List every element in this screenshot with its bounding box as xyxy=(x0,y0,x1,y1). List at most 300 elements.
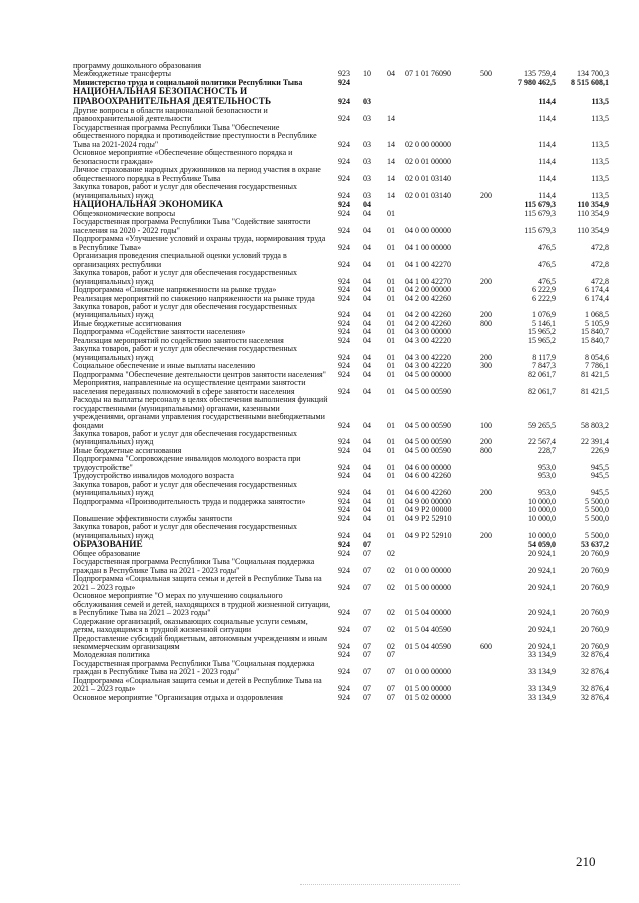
grbs-code-cell: 924 xyxy=(338,242,350,252)
row-name-cell: Трудоустройство инвалидов молодого возраста xyxy=(73,471,234,481)
row-name-cell: Реализация мероприятий по снижению напряженности на рынке труда xyxy=(73,293,315,303)
section-code-cell: 04 xyxy=(363,293,371,303)
grbs-code-cell: 924 xyxy=(338,156,350,166)
target-article-cell: 04 2 00 00000 xyxy=(405,285,451,295)
target-article-cell: 04 5 00 00590 xyxy=(405,420,451,430)
section-code-cell: 03 xyxy=(363,173,371,183)
amount-year2-cell: 113,5 xyxy=(591,190,609,200)
target-article-cell: 04 1 00 00000 xyxy=(405,242,451,252)
section-code-cell: 04 xyxy=(363,369,371,379)
expense-type-cell xyxy=(471,550,501,558)
target-article-cell: 01 5 00 00000 xyxy=(405,684,451,694)
expense-type-cell xyxy=(471,677,501,694)
row-name-cell: Социальное обеспечение и иные выплаты населению xyxy=(73,361,256,371)
amount-year1-cell: 10 000,0 xyxy=(528,530,556,540)
amount-year1-cell: 54 059,0 xyxy=(528,540,556,550)
target-article-cell: 04 2 00 42260 xyxy=(405,293,451,303)
expense-type-cell xyxy=(471,235,501,252)
grbs-code-cell: 924 xyxy=(338,692,350,702)
expense-type-cell xyxy=(471,124,501,149)
table-row xyxy=(73,269,609,286)
expense-type-cell xyxy=(471,337,501,345)
row-name-cell: Основное мероприятие "Организация отдыха и оздоровления xyxy=(73,692,283,702)
amount-year2-cell: 5 105,9 xyxy=(585,318,609,328)
amount-year1-cell: 114,4 xyxy=(538,173,556,183)
amount-year1-cell: 10 000,0 xyxy=(528,496,556,506)
row-name-cell: Подпрограмма «Улучшение условий и охраны труда, нормирования труда в Республике Тыва» xyxy=(73,234,326,252)
row-name-cell: НАЦИОНАЛЬНАЯ БЕЗОПАСНОСТЬ И ПРАВООХРАНИТЕЛЬНАЯ ДЕЯТЕЛЬНОСТЬ xyxy=(73,86,272,107)
section-code-cell: 04 xyxy=(363,420,371,430)
section-code-cell: 03 xyxy=(363,139,371,149)
subsection-code-cell xyxy=(377,79,405,87)
row-name-cell: Подпрограмма «Социальная защита семьи и детей в Республике Тыва на 2021 – 2023 годы» xyxy=(73,574,322,592)
grbs-code-cell: 924 xyxy=(338,650,350,660)
grbs-code-cell: 924 xyxy=(338,582,350,592)
row-name-cell: Общеэкономические вопросы xyxy=(73,208,176,218)
grbs-code-cell: 924 xyxy=(338,97,350,107)
amount-year2-cell: 472,8 xyxy=(591,276,609,286)
grbs-code-cell: 924 xyxy=(338,565,350,575)
amount-year2-cell: 32 876,4 xyxy=(581,692,609,702)
expense-type-cell xyxy=(471,498,501,506)
section-code-cell: 04 xyxy=(363,335,371,345)
amount-year2-cell: 32 876,4 xyxy=(581,667,609,677)
amount-year1-cell: 6 222,9 xyxy=(532,293,556,303)
table-row xyxy=(73,218,609,235)
section-code-cell: 04 xyxy=(363,285,371,295)
section-code-cell: 04 xyxy=(363,352,371,362)
row-name-cell: Подпрограмма «Производительность труда и поддержка занятости» xyxy=(73,496,306,506)
amount-year1-cell: 33 134,9 xyxy=(528,667,556,677)
row-name-cell: Личное страхование народных дружинников на период участия в охране общественного порядка в Республике Тыва xyxy=(73,165,321,183)
amount-year2-cell: 58 803,2 xyxy=(581,420,609,430)
subsection-code-cell: 01 xyxy=(387,496,395,506)
expense-type-cell xyxy=(471,210,501,218)
table-row xyxy=(73,430,609,447)
section-code-cell: 07 xyxy=(363,565,371,575)
subsection-code-cell: 01 xyxy=(387,318,395,328)
row-name-cell: Закупка товаров, работ и услуг для обеспечения государственных (муниципальных) нужд xyxy=(73,479,298,498)
amount-year1-cell: 20 924,1 xyxy=(528,625,556,635)
table-row xyxy=(73,677,609,694)
section-code-cell: 07 xyxy=(363,608,371,618)
row-name-cell: Расходы на выплаты персоналу в целях обеспечения выполнения функций государственными (муниципальными) органами, казенными учреждениями, органами управления государственными внебюджетными фондами xyxy=(73,395,328,430)
target-article-cell: 01 0 00 00000 xyxy=(405,667,451,677)
table-row xyxy=(73,379,609,396)
row-name-cell: Министерство труда и социальной политики Республики Тыва xyxy=(73,77,303,87)
target-article-cell: 04 5 00 00590 xyxy=(405,445,451,455)
section-code-cell: 04 xyxy=(363,437,371,447)
grbs-code-cell: 924 xyxy=(338,259,350,269)
target-article-cell: 04 9 P2 00000 xyxy=(405,505,452,515)
target-article-cell xyxy=(405,200,471,210)
subsection-code-cell: 02 xyxy=(387,565,395,575)
row-name-cell: Закупка товаров, работ и услуг для обеспечения государственных (муниципальных) нужд xyxy=(73,268,298,286)
amount-year2-cell: 20 760,9 xyxy=(581,625,609,635)
amount-year2-cell: 113,5 xyxy=(591,156,609,166)
section-code-cell: 07 xyxy=(363,582,371,592)
target-article-cell: 02 0 01 03140 xyxy=(405,190,451,200)
section-code-cell: 04 xyxy=(363,310,371,320)
amount-year1-cell: 15 965,2 xyxy=(528,327,556,337)
expense-type-cell xyxy=(471,107,501,124)
target-article-cell: 01 0 00 00000 xyxy=(405,565,451,575)
subsection-code-cell: 01 xyxy=(387,242,395,252)
amount-year1-cell: 20 924,1 xyxy=(528,582,556,592)
section-code-cell: 04 xyxy=(363,318,371,328)
amount-year2-cell: 22 391,4 xyxy=(581,437,609,447)
section-code-cell: 04 xyxy=(363,361,371,371)
amount-year2-cell: 110 354,9 xyxy=(577,200,609,210)
amount-year2-cell: 32 876,4 xyxy=(581,650,609,660)
grbs-code-cell: 924 xyxy=(338,114,350,124)
expense-type-cell: 100 xyxy=(480,420,492,430)
section-code-cell: 03 xyxy=(363,190,371,200)
row-name-cell: Закупка товаров, работ и услуг для обеспечения государственных (муниципальных) нужд xyxy=(73,301,298,320)
target-article-cell: 04 5 00 00000 xyxy=(405,369,451,379)
target-article-cell: 01 5 04 40590 xyxy=(405,625,451,635)
row-name-cell: Межбюджетные трансферты xyxy=(73,69,171,79)
subsection-code-cell: 01 xyxy=(387,310,395,320)
amount-year1-cell: 7 847,3 xyxy=(532,361,556,371)
amount-year1-cell: 59 265,5 xyxy=(528,420,556,430)
section-code-cell: 04 xyxy=(363,276,371,286)
section-code-cell: 04 xyxy=(363,327,371,337)
amount-year2-cell: 113,5 xyxy=(591,97,609,107)
row-name-cell: Закупка товаров, работ и услуг для обеспечения государственных (муниципальных) нужд xyxy=(73,522,298,540)
target-article-cell: 04 9 00 00000 xyxy=(405,496,451,506)
table-row xyxy=(73,694,609,702)
subsection-code-cell: 01 xyxy=(387,369,395,379)
section-code-cell: 04 xyxy=(363,530,371,540)
amount-year1-cell: 115 679,3 xyxy=(524,208,556,218)
amount-year2-cell: 8 515 608,1 xyxy=(571,77,609,87)
expense-type-cell xyxy=(471,87,501,107)
amount-year2-cell: 8 054,6 xyxy=(585,352,609,362)
row-name-cell: Государственная программа Республики Тыва "Обеспечение общественного порядка и противодействие преступности в Республике Тыва на 2021-2024 годы" xyxy=(73,122,317,149)
subsection-code-cell: 01 xyxy=(387,361,395,371)
target-article-cell xyxy=(405,79,471,87)
amount-year1-cell: 115 679,3 xyxy=(524,225,556,235)
amount-year2-cell: 6 174,4 xyxy=(585,285,609,295)
amount-year1-cell: 114,4 xyxy=(538,139,556,149)
subsection-code-cell: 01 xyxy=(387,276,395,286)
target-article-cell xyxy=(405,107,471,124)
row-name-cell: Иные бюджетные ассигнования xyxy=(73,445,182,455)
subsection-code-cell: 07 xyxy=(387,692,395,702)
grbs-code-cell: 924 xyxy=(338,285,350,295)
amount-year1-cell: 20 924,1 xyxy=(528,565,556,575)
section-code-cell: 07 xyxy=(363,642,371,651)
target-article-cell: 04 1 00 42270 xyxy=(405,259,451,269)
grbs-code-cell: 924 xyxy=(338,190,350,200)
amount-year2-cell: 20 760,9 xyxy=(581,642,609,651)
row-name-cell: Закупка товаров, работ и услуг для обеспечения государственных (муниципальных) нужд xyxy=(73,344,298,362)
amount-year1-cell: 33 134,9 xyxy=(528,650,556,660)
expense-type-cell xyxy=(471,371,501,379)
target-article-cell xyxy=(405,550,471,558)
row-name-cell: Закупка товаров, работ и услуг для обеспечения государственных (муниципальных) нужд xyxy=(73,182,298,200)
table-row xyxy=(73,635,609,652)
amount-year1-cell: 115 679,3 xyxy=(524,200,556,210)
target-article-cell: 07 1 01 76090 xyxy=(405,69,451,79)
amount-year1-cell: 228,7 xyxy=(538,445,556,455)
expense-type-cell xyxy=(471,79,501,87)
expense-type-cell xyxy=(471,515,501,523)
amount-year1-cell: 10 000,0 xyxy=(528,505,556,515)
grbs-code-cell: 924 xyxy=(338,471,350,481)
amount-year1-cell: 10 000,0 xyxy=(528,513,556,523)
grbs-code-cell: 924 xyxy=(338,642,350,651)
expense-type-cell: 200 xyxy=(480,190,492,200)
amount-year1-cell: 22 567,4 xyxy=(528,437,556,447)
table-row xyxy=(73,660,609,677)
target-article-cell: 01 5 04 40590 xyxy=(405,642,451,651)
section-code-cell: 04 xyxy=(363,200,371,210)
row-name-cell: Повышение эффективности службы занятости xyxy=(73,513,233,523)
target-article-cell: 02 0 00 00000 xyxy=(405,139,451,149)
section-code-cell: 10 xyxy=(363,69,371,79)
subsection-code-cell: 07 xyxy=(387,667,395,677)
subsection-code-cell: 01 xyxy=(387,259,395,269)
target-article-cell xyxy=(405,540,471,550)
amount-year1-cell: 114,4 xyxy=(538,156,556,166)
grbs-code-cell: 924 xyxy=(338,437,350,447)
subsection-code-cell xyxy=(377,87,405,107)
target-article-cell: 04 0 00 00000 xyxy=(405,225,451,235)
grbs-code-cell: 924 xyxy=(338,505,350,515)
expense-type-cell: 200 xyxy=(480,352,492,362)
target-article-cell: 01 5 02 00000 xyxy=(405,692,451,702)
subsection-code-cell: 01 xyxy=(387,386,395,396)
expense-type-cell xyxy=(471,166,501,183)
subsection-code-cell: 01 xyxy=(387,437,395,447)
section-code-cell: 03 xyxy=(363,156,371,166)
amount-year2-cell: 472,8 xyxy=(591,242,609,252)
expense-type-cell: 200 xyxy=(480,488,492,498)
section-code-cell: 04 xyxy=(363,513,371,523)
table-row xyxy=(73,618,609,635)
grbs-code-cell: 924 xyxy=(338,293,350,303)
grbs-code-cell: 924 xyxy=(338,608,350,618)
expense-type-cell xyxy=(471,295,501,303)
expense-type-cell: 200 xyxy=(480,310,492,320)
subsection-code-cell: 02 xyxy=(387,548,395,558)
expense-type-cell: 200 xyxy=(480,276,492,286)
amount-year2-cell: 945,5 xyxy=(591,471,609,481)
subsection-code-cell: 01 xyxy=(387,293,395,303)
table-row xyxy=(73,558,609,575)
row-name-cell: ОБРАЗОВАНИЕ xyxy=(73,539,143,550)
expense-type-cell: 800 xyxy=(480,445,492,455)
expense-type-cell xyxy=(471,149,501,166)
amount-year1-cell: 7 980 462,5 xyxy=(518,77,556,87)
table-row xyxy=(73,183,609,200)
expense-type-cell: 500 xyxy=(480,69,492,79)
grbs-code-cell: 924 xyxy=(338,540,350,550)
amount-year1-cell: 82 061,7 xyxy=(528,369,556,379)
grbs-code-cell: 924 xyxy=(338,462,350,472)
amount-year1-cell: 135 759,4 xyxy=(524,69,556,79)
budget-table xyxy=(73,62,609,702)
grbs-code-cell: 924 xyxy=(338,386,350,396)
amount-year1-cell: 476,5 xyxy=(538,276,556,286)
expense-type-cell xyxy=(471,592,501,617)
row-name-cell: программу дошкольного образования xyxy=(73,61,202,70)
subsection-code-cell: 01 xyxy=(387,513,395,523)
section-code-cell: 03 xyxy=(363,97,371,107)
grbs-code-cell: 924 xyxy=(338,684,350,694)
amount-year1-cell: 82 061,7 xyxy=(528,386,556,396)
expense-type-cell xyxy=(471,328,501,336)
section-code-cell: 07 xyxy=(363,540,371,550)
row-name-cell: Основное мероприятие "О мерах по улучшению социального обслуживания семей и детей, находящихся в трудной жизненной ситуации, в Республике Тыва на 2021 – 2023 годы" xyxy=(73,591,331,618)
amount-year1-cell: 33 134,9 xyxy=(528,684,556,694)
grbs-code-cell: 924 xyxy=(338,225,350,235)
table-row xyxy=(73,303,609,320)
amount-year1-cell: 114,4 xyxy=(538,97,556,107)
table-row xyxy=(73,592,609,617)
row-name-cell: Общее образование xyxy=(73,548,141,558)
table-row xyxy=(73,396,609,430)
table-row xyxy=(73,107,609,124)
page-number: 210 xyxy=(576,854,596,869)
amount-year1-cell: 114,4 xyxy=(538,114,556,124)
expense-type-cell xyxy=(471,379,501,396)
row-name-cell: Подпрограмма «Снижение напряженности на рынке труда» xyxy=(73,285,277,295)
amount-year2-cell: 1 068,5 xyxy=(585,310,609,320)
section-code-cell: 04 xyxy=(363,445,371,455)
expense-type-cell xyxy=(471,540,501,550)
expense-type-cell xyxy=(471,694,501,702)
expense-type-cell xyxy=(471,660,501,677)
target-article-cell: 04 6 00 42260 xyxy=(405,471,451,481)
amount-year1-cell: 476,5 xyxy=(538,242,556,252)
section-code-cell: 04 xyxy=(363,496,371,506)
amount-year2-cell: 472,8 xyxy=(591,259,609,269)
target-article-cell: 04 9 P2 52910 xyxy=(405,530,452,540)
section-code-cell: 07 xyxy=(363,667,371,677)
amount-year2-cell: 945,5 xyxy=(591,462,609,472)
target-article-cell: 04 2 00 42260 xyxy=(405,318,451,328)
amount-year2-cell: 113,5 xyxy=(591,114,609,124)
section-code-cell: 07 xyxy=(363,684,371,694)
amount-year2-cell: 20 760,9 xyxy=(581,582,609,592)
subsection-code-cell: 01 xyxy=(387,505,395,515)
amount-year1-cell: 20 924,1 xyxy=(528,548,556,558)
target-article-cell: 04 3 00 42220 xyxy=(405,352,451,362)
subsection-code-cell: 02 xyxy=(387,625,395,635)
amount-year1-cell: 33 134,9 xyxy=(528,692,556,702)
amount-year1-cell: 20 924,1 xyxy=(528,642,556,651)
grbs-code-cell: 924 xyxy=(338,548,350,558)
target-article-cell xyxy=(405,87,471,107)
subsection-code-cell: 01 xyxy=(387,208,395,218)
target-article-cell: 04 3 00 42220 xyxy=(405,335,451,345)
row-name-cell: Подпрограмма «Социальная защита семьи и детей в Республике Тыва на 2021 – 2023 годы» xyxy=(73,675,322,694)
subsection-code-cell: 02 xyxy=(387,642,395,651)
amount-year1-cell: 114,4 xyxy=(538,190,556,200)
subsection-code-cell: 01 xyxy=(387,530,395,540)
expense-type-cell xyxy=(471,506,501,514)
row-name-cell: Молодежная политика xyxy=(73,650,150,660)
table-row xyxy=(73,252,609,269)
expense-type-cell xyxy=(471,200,501,210)
row-name-cell: Иные бюджетные ассигнования xyxy=(73,318,182,328)
amount-year1-cell: 1 076,9 xyxy=(532,310,556,320)
row-name-cell: Реализация мероприятий по содействию занятости населения xyxy=(73,335,284,345)
amount-year1-cell: 476,5 xyxy=(538,259,556,269)
target-article-cell: 01 5 00 00000 xyxy=(405,582,451,592)
subsection-code-cell: 01 xyxy=(387,471,395,481)
row-name-cell: Государственная программа Республики Тыва "Социальная поддержка граждан в Республике Тыва на 2021 - 2023 годы" xyxy=(73,557,315,575)
grbs-code-cell: 924 xyxy=(338,513,350,523)
row-name-cell: Подпрограмма "Сопровождение инвалидов молодого возраста при трудоустройстве" xyxy=(73,454,301,472)
subsection-code-cell: 02 xyxy=(387,582,395,592)
expense-type-cell xyxy=(471,286,501,294)
amount-year2-cell: 110 354,9 xyxy=(577,208,609,218)
amount-year1-cell: 8 117,9 xyxy=(532,352,556,362)
subsection-code-cell: 01 xyxy=(387,420,395,430)
amount-year2-cell: 7 786,1 xyxy=(585,361,609,371)
table-row xyxy=(73,345,609,362)
target-article-cell: 02 0 01 03140 xyxy=(405,173,451,183)
subsection-code-cell: 01 xyxy=(387,327,395,337)
expense-type-cell: 800 xyxy=(480,318,492,328)
grbs-code-cell: 924 xyxy=(338,327,350,337)
row-name-cell: Закупка товаров, работ и услуг для обеспечения государственных (муниципальных) нужд xyxy=(73,429,298,447)
grbs-code-cell: 924 xyxy=(338,77,350,87)
amount-year2-cell: 81 421,5 xyxy=(581,386,609,396)
grbs-code-cell: 924 xyxy=(338,318,350,328)
target-article-cell: 04 5 00 00590 xyxy=(405,437,451,447)
grbs-code-cell: 924 xyxy=(338,310,350,320)
subsection-code-cell: 04 xyxy=(387,69,395,79)
section-code-cell: 04 xyxy=(363,386,371,396)
section-code-cell xyxy=(357,79,377,87)
grbs-code-cell: 924 xyxy=(338,173,350,183)
expense-type-cell: 600 xyxy=(480,642,492,651)
subsection-code-cell: 01 xyxy=(387,225,395,235)
row-name-cell: Государственная программа Республики Тыва "Содействие занятости населения на 2020 - 2022 годы" xyxy=(73,217,311,235)
amount-year2-cell: 110 354,9 xyxy=(577,225,609,235)
amount-year2-cell: 15 840,7 xyxy=(581,335,609,345)
section-code-cell: 04 xyxy=(363,462,371,472)
expense-type-cell xyxy=(471,618,501,635)
section-code-cell: 04 xyxy=(363,208,371,218)
expense-type-cell xyxy=(471,218,501,235)
grbs-code-cell: 924 xyxy=(338,445,350,455)
amount-year2-cell: 53 637,2 xyxy=(581,540,609,550)
amount-year2-cell: 5 500,0 xyxy=(585,513,609,523)
subsection-code-cell: 01 xyxy=(387,462,395,472)
expense-type-cell xyxy=(471,252,501,269)
table-row xyxy=(73,481,609,498)
expense-type-cell: 200 xyxy=(480,530,492,540)
grbs-code-cell: 924 xyxy=(338,625,350,635)
subsection-code-cell: 01 xyxy=(387,285,395,295)
budget-table-body xyxy=(73,62,609,702)
target-article-cell xyxy=(405,651,471,659)
row-name-cell: Основное мероприятие «Обеспечение общественного порядка и безопасности граждан» xyxy=(73,148,293,166)
subsection-code-cell: 14 xyxy=(387,156,395,166)
subsection-code-cell: 14 xyxy=(387,173,395,183)
expense-type-cell: 300 xyxy=(480,361,492,371)
subsection-code-cell: 01 xyxy=(387,335,395,345)
amount-year2-cell: 5 500,0 xyxy=(585,505,609,515)
expense-type-cell xyxy=(471,472,501,480)
grbs-code-cell: 924 xyxy=(338,200,350,210)
